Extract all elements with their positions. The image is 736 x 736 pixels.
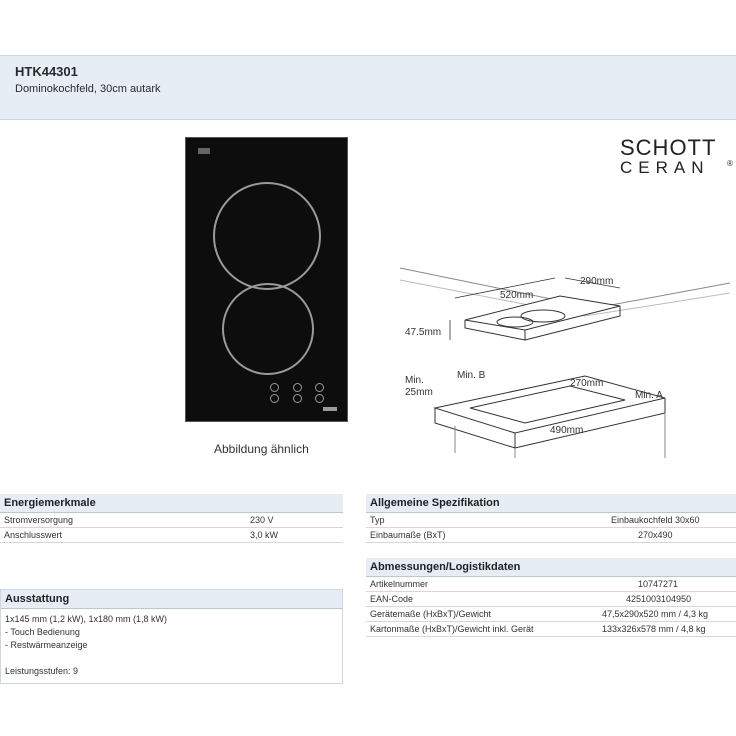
- schott-ceran-logo: [620, 135, 733, 177]
- table-row: [366, 622, 736, 637]
- row-value: 270x490: [638, 530, 673, 540]
- product-subtitle: Dominokochfeld, 30cm autark: [15, 83, 161, 95]
- min-25-label: Min. 25mm: [405, 375, 433, 398]
- table-row: [366, 592, 736, 607]
- equipment-line: Leistungsstufen: 9: [5, 666, 79, 676]
- row-key: Kartonmaße (HxBxT)/Gewicht inkl. Gerät: [370, 624, 534, 634]
- table-row: [0, 513, 343, 528]
- product-title: HTK44301: [15, 64, 78, 79]
- table-row: [366, 528, 736, 543]
- logo-line2: CERAN: [620, 158, 710, 177]
- row-key: EAN-Code: [370, 594, 414, 604]
- row-value: 47,5x290x520 mm / 4,3 kg: [602, 609, 709, 619]
- dim-depth-label: 290mm: [580, 276, 614, 287]
- min-b-label: Min. B: [457, 370, 486, 381]
- cut-depth-label: 270mm: [570, 378, 604, 389]
- row-key: Anschlusswert: [4, 530, 63, 540]
- product-header: [0, 55, 736, 120]
- hob-label-icon: [198, 148, 210, 154]
- row-value: 4251003104950: [626, 594, 692, 604]
- spec-title: Allgemeine Spezifikation: [366, 494, 736, 513]
- hob-brand-mark-icon: [323, 407, 337, 411]
- cooking-zone-top-icon: [213, 182, 321, 290]
- logistics-panel: [366, 558, 736, 637]
- row-key: Typ: [370, 515, 385, 525]
- image-caption: Abbildung ähnlich: [214, 442, 309, 456]
- touch-button-icon: [270, 383, 279, 392]
- touch-button-icon: [293, 383, 302, 392]
- table-row: [366, 607, 736, 622]
- logistics-title: Abmessungen/Logistikdaten: [366, 558, 736, 577]
- row-key: Stromversorgung: [4, 515, 74, 525]
- row-key: Gerätemaße (HxBxT)/Gewicht: [370, 609, 492, 619]
- energy-panel: [0, 494, 343, 543]
- row-key: Einbaumaße (BxT): [370, 530, 446, 540]
- table-row: [0, 528, 343, 543]
- logo-line1: SCHOTT: [620, 135, 717, 160]
- row-value: 230 V: [250, 515, 274, 525]
- equipment-line: - Touch Bedienung: [5, 627, 80, 637]
- touch-button-icon: [315, 394, 324, 403]
- touch-button-icon: [270, 394, 279, 403]
- equipment-title: Ausstattung: [1, 590, 342, 609]
- dim-height-label: 47.5mm: [405, 327, 442, 338]
- spec-panel: [366, 494, 736, 543]
- equipment-line: 1x145 mm (1,2 kW), 1x180 mm (1,8 kW): [5, 614, 168, 624]
- equipment-line: - Restwärmeanzeige: [5, 640, 88, 650]
- touch-button-icon: [315, 383, 324, 392]
- table-row: [366, 577, 736, 592]
- row-key: Artikelnummer: [370, 579, 429, 589]
- energy-title: Energiemerkmale: [0, 494, 343, 513]
- row-value: 133x326x578 mm / 4,8 kg: [602, 624, 706, 634]
- equipment-line: [5, 652, 338, 665]
- equipment-panel: [0, 589, 343, 684]
- dim-width-label: 520mm: [500, 290, 534, 301]
- table-row: [366, 513, 736, 528]
- touch-button-icon: [293, 394, 302, 403]
- row-value: Einbaukochfeld 30x60: [611, 515, 700, 525]
- logo-registered-mark: ®: [727, 159, 733, 168]
- cooktop-image: [185, 137, 348, 422]
- row-value: 10747271: [638, 579, 679, 589]
- row-value: 3,0 kW: [250, 530, 279, 540]
- cooking-zone-bottom-icon: [222, 283, 314, 375]
- min-a-label: Min. A: [635, 390, 663, 401]
- cut-width-label: 490mm: [550, 425, 584, 436]
- installation-drawing: [395, 258, 730, 458]
